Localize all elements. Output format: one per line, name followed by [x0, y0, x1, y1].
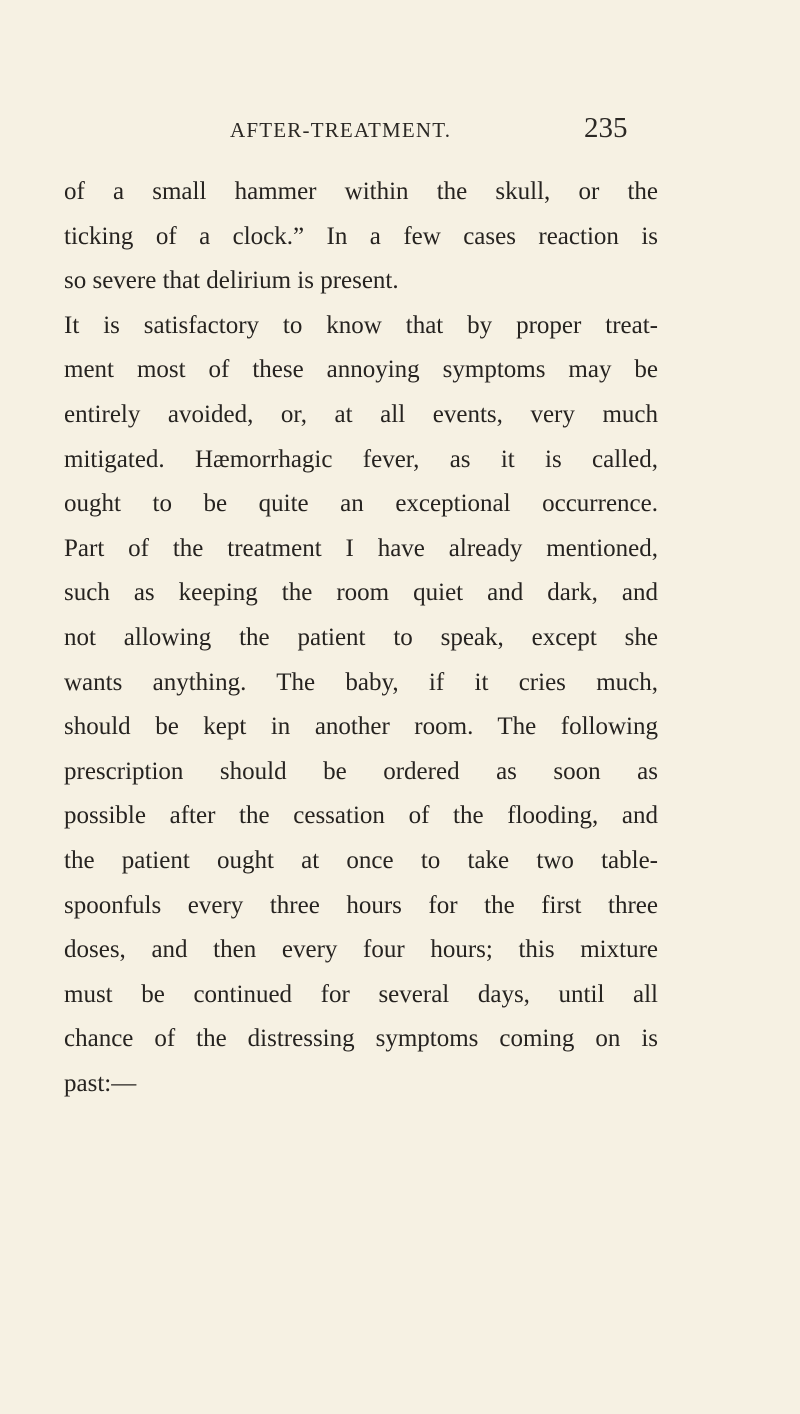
text-line: Part of the treatment I have already mentioned, — [64, 534, 658, 562]
text-line: chance of the distressing symptoms coming on is — [64, 1025, 658, 1053]
text-line: such as keeping the room quiet and dark, and — [64, 579, 658, 607]
text-line: not allowing the patient to speak, except she — [64, 623, 658, 651]
paragraph-start-line: It is satisfactory to know that by proper treat- — [64, 311, 658, 339]
text-line: doses, and then every four hours; this mixture — [64, 936, 658, 964]
running-head: AFTER-TREATMENT. — [230, 118, 452, 142]
text-line: wants anything. The baby, if it cries much, — [64, 668, 658, 696]
text-line: so severe that delirium is present. — [64, 267, 399, 295]
text-line: ought to be quite an exceptional occurrence. — [64, 490, 658, 518]
text-line: prescription should be ordered as soon as — [64, 757, 658, 785]
text-line: entirely avoided, or, at all events, very much — [64, 400, 658, 428]
text-line: ment most of these annoying symptoms may be — [64, 356, 658, 384]
page-number: 235 — [584, 112, 628, 144]
text-line: mitigated. Hæmorrhagic fever, as it is called, — [64, 445, 658, 473]
text-line: possible after the cessation of the flooding, and — [64, 802, 658, 830]
text-line: past:— — [64, 1069, 137, 1097]
text-line: spoonfuls every three hours for the first three — [64, 891, 658, 919]
text-line: of a small hammer within the skull, or the — [64, 178, 658, 205]
body-text — [64, 170, 658, 1106]
page-header — [0, 112, 800, 152]
text-line: must be continued for several days, until all — [64, 980, 658, 1008]
text-line: should be kept in another room. The following — [64, 713, 658, 741]
text-line: ticking of a clock.” In a few cases reaction is — [64, 222, 658, 250]
text-line: the patient ought at once to take two table- — [64, 846, 658, 874]
